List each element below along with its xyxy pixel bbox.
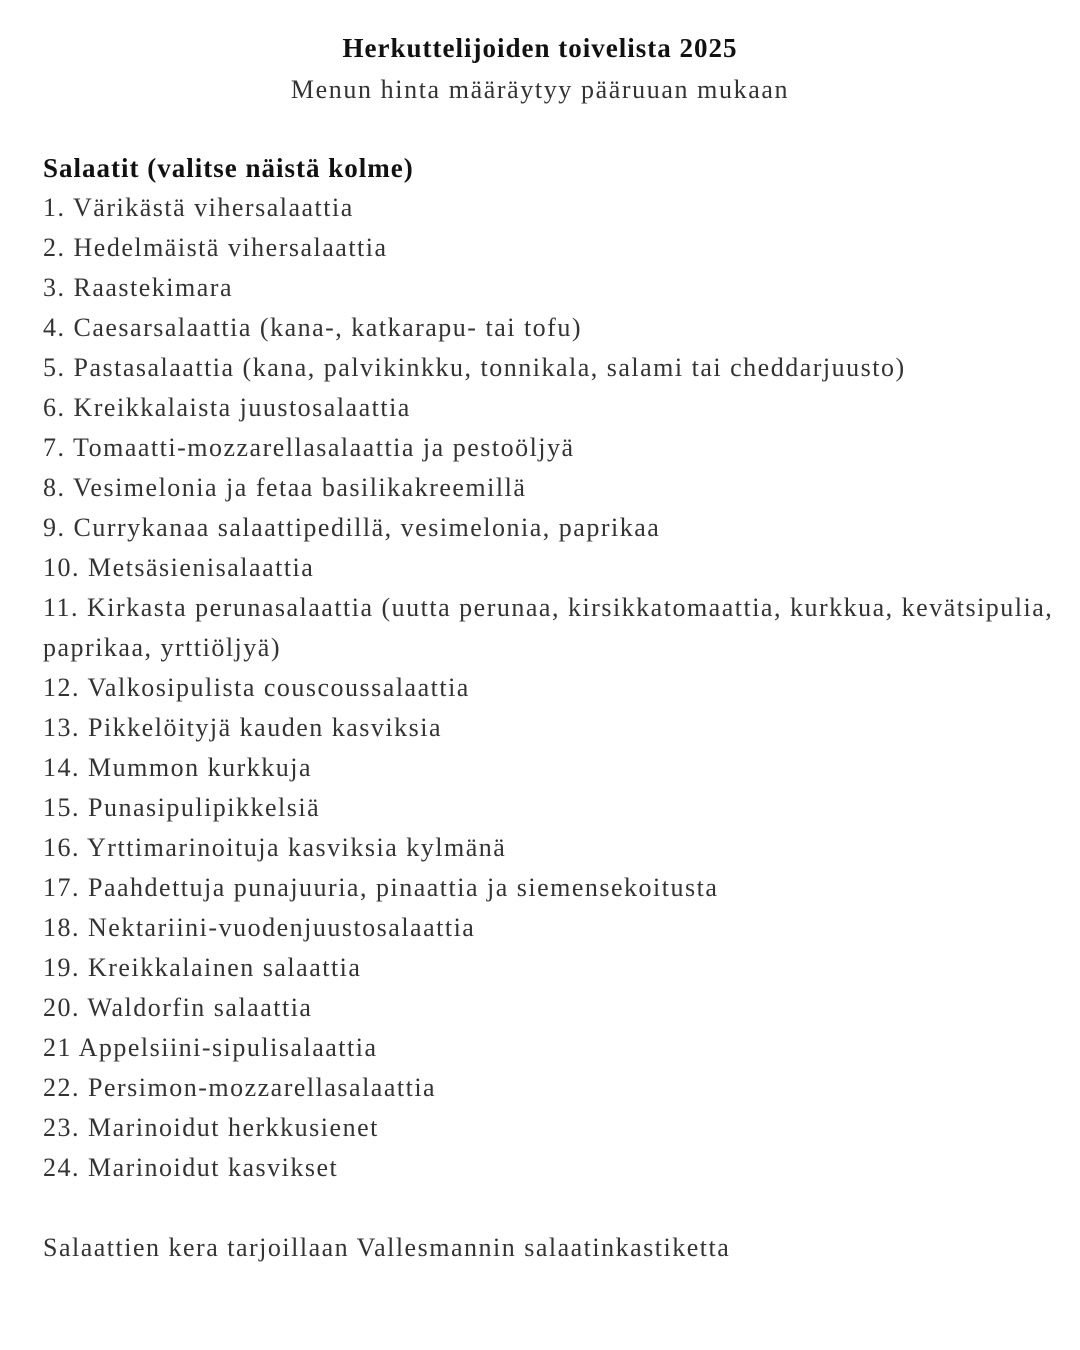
salad-item: 11. Kirkasta perunasalaattia (uutta perunaa, kirsikkatomaattia, kurkkua, kevätsipulia, paprikaa, yrttiöljyä) bbox=[43, 593, 1054, 662]
menu-header bbox=[0, 30, 1080, 108]
salad-item: 16. Yrttimarinoituja kasviksia kylmänä bbox=[43, 833, 507, 862]
salad-item: 20. Waldorfin salaattia bbox=[43, 993, 313, 1022]
salad-item: 8. Vesimelonia ja fetaa basilikakreemillä bbox=[43, 473, 527, 502]
salad-item: 23. Marinoidut herkkusienet bbox=[43, 1113, 379, 1142]
salad-item: 21 Appelsiini-sipulisalaattia bbox=[43, 1033, 378, 1062]
salad-item: 13. Pikkelöityjä kauden kasviksia bbox=[43, 713, 443, 742]
salad-item: 6. Kreikkalaista juustosalaattia bbox=[43, 393, 411, 422]
salad-item: 17. Paahdettuja punajuuria, pinaattia ja siemensekoitusta bbox=[43, 873, 719, 902]
salad-item: 4. Caesarsalaattia (kana-, katkarapu- tai tofu) bbox=[43, 313, 582, 342]
dressing-note: Salaattien kera tarjoillaan Vallesmannin salaatinkastiketta bbox=[43, 1233, 731, 1262]
salad-item: 19. Kreikkalainen salaattia bbox=[43, 953, 362, 982]
salad-item: 5. Pastasalaattia (kana, palvikinkku, tonnikala, salami tai cheddarjuusto) bbox=[43, 353, 906, 382]
salad-item: 7. Tomaatti-mozzarellasalaattia ja pestoöljyä bbox=[43, 433, 575, 462]
salad-section bbox=[43, 148, 1078, 1268]
salad-list bbox=[43, 188, 1078, 1188]
salad-item: 3. Raastekimara bbox=[43, 273, 233, 302]
salad-item: 22. Persimon-mozzarellasalaattia bbox=[43, 1073, 437, 1102]
salad-item: 2. Hedelmäistä vihersalaattia bbox=[43, 233, 388, 262]
salad-item: 18. Nektariini-vuodenjuustosalaattia bbox=[43, 913, 476, 942]
salad-item: 12. Valkosipulista couscoussalaattia bbox=[43, 673, 470, 702]
salad-section-heading: Salaatit (valitse näistä kolme) bbox=[43, 153, 414, 183]
salad-item: 24. Marinoidut kasvikset bbox=[43, 1153, 339, 1182]
menu-title: Herkuttelijoiden toivelista 2025 bbox=[342, 33, 738, 63]
salad-item: 10. Metsäsienisalaattia bbox=[43, 553, 315, 582]
menu-subtitle: Menun hinta määräytyy pääruuan mukaan bbox=[290, 75, 790, 104]
salad-item: 15. Punasipulipikkelsiä bbox=[43, 793, 321, 822]
salad-item: 14. Mummon kurkkuja bbox=[43, 753, 312, 782]
salad-item: 9. Currykanaa salaattipedillä, vesimelonia, paprikaa bbox=[43, 513, 661, 542]
salad-item: 1. Värikästä vihersalaattia bbox=[43, 193, 354, 222]
